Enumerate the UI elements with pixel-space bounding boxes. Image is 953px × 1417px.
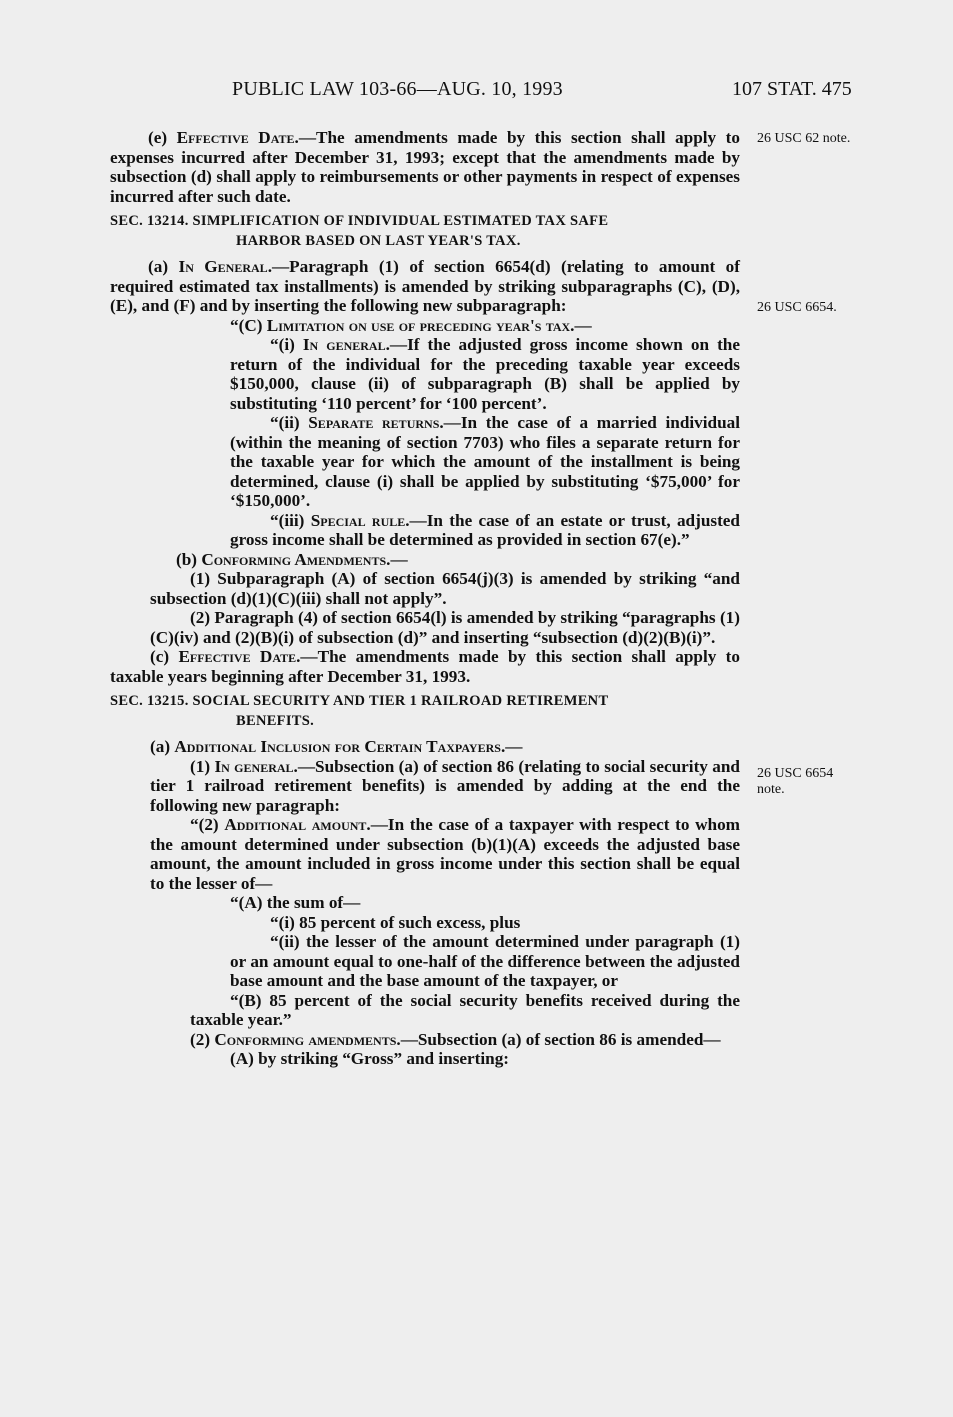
running-header: PUBLIC LAW 103-66—AUG. 10, 1993 bbox=[232, 78, 563, 100]
margin-note-line: 26 USC 6654 bbox=[757, 766, 834, 781]
paragraph: (A) by striking “Gross” and inserting: bbox=[230, 1049, 510, 1068]
paragraph: “(ii) Separate returns.—In the case of a married individual (within the meaning of section 7703) who files a separate return for the taxable year for which the amount of the installment is being determined, clause (i) shall be applied by substituting ‘$75,000’ for ‘$150,000’. bbox=[230, 413, 741, 510]
paragraph: (e) Effective Date.—The amendments made by this section shall apply to expenses incurred after December 31, 1993; except that the amendments made by subsection (d) shall apply to reimbursements or other payments in respect of expenses incurred after such date. bbox=[110, 128, 740, 206]
paragraph: “(ii) the lesser of the amount determined under paragraph (1) or an amount equal to one-half of the difference between the adjusted base amount and the base amount of the taxpayer, or bbox=[230, 932, 740, 990]
paragraph: “(i) 85 percent of such excess, plus bbox=[270, 912, 521, 932]
paragraph: (2) Paragraph (4) of section 6654(l) is amended by striking “paragraphs (1)(C)(iv) and (2)(B)(i) of subsection (d)” and inserting “subsection (d)(2)(B)(i)”. bbox=[150, 608, 740, 647]
margin-note: 26 USC 62 note. bbox=[757, 131, 851, 146]
paragraph: “(i) In general.—If the adjusted gross income shown on the return of the individual for the preceding taxable year exceeds $150,000, clause (ii) of subparagraph (B) shall be applied by substituting ‘110 percent’ for ‘100 percent’. bbox=[230, 335, 740, 413]
paragraph: (c) Effective Date.—The amendments made by this section shall apply to taxable years beginning after December 31, 1993. bbox=[110, 647, 740, 686]
section-heading: SEC. 13214. SIMPLIFICATION OF INDIVIDUAL ESTIMATED TAX SAFE HARBOR BASED ON LAST YEAR'S TAX. bbox=[110, 213, 609, 249]
margin-note bbox=[757, 766, 833, 798]
margin-note: 26 USC 6654. bbox=[757, 300, 837, 315]
paragraph: (a) In General.—Paragraph (1) of section 6654(d) (relating to amount of required estimated tax installments) is amended by striking subparagraphs (C), (D), (E), and (F) and by inserting the following new subparagraph: bbox=[110, 257, 741, 315]
paragraph: (b) Conforming Amendments.— bbox=[176, 549, 408, 569]
paragraph: “(2) Additional amount.—In the case of a taxpayer with respect to whom the amount determined under subsection (b)(1)(A) exceeds the adjusted base amount, the amount included in gross income under this section shall be equal to the lesser of— bbox=[150, 815, 740, 893]
page-citation: 107 STAT. 475 bbox=[732, 78, 852, 100]
section-heading: SEC. 13215. SOCIAL SECURITY AND TIER 1 RAILROAD RETIREMENT BENEFITS. bbox=[110, 693, 609, 729]
document-body bbox=[110, 128, 740, 1069]
paragraph: (1) Subparagraph (A) of section 6654(j)(3) is amended by striking “and subsection (d)(1)(C)(iii) shall not apply”. bbox=[150, 569, 740, 608]
paragraph: (a) Additional Inclusion for Certain Taxpayers.— bbox=[150, 737, 523, 756]
paragraph: “(C) Limitation on use of preceding year's tax.— bbox=[230, 315, 592, 335]
margin-note-line: note. bbox=[757, 782, 785, 797]
paragraph: “(A) the sum of— bbox=[230, 893, 361, 912]
paragraph: “(iii) Special rule.—In the case of an estate or trust, adjusted gross income shall be determined as provided in section 67(e).” bbox=[230, 510, 740, 549]
paragraph: (2) Conforming amendments.—Subsection (a) of section 86 is amended— bbox=[190, 1029, 721, 1049]
paragraph: “(B) 85 percent of the social security benefits received during the taxable year.” bbox=[190, 990, 740, 1029]
paragraph: (1) In general.—Subsection (a) of section 86 (relating to social security and tier 1 railroad retirement benefits) is amended by adding at the end the following new paragraph: bbox=[150, 756, 740, 815]
